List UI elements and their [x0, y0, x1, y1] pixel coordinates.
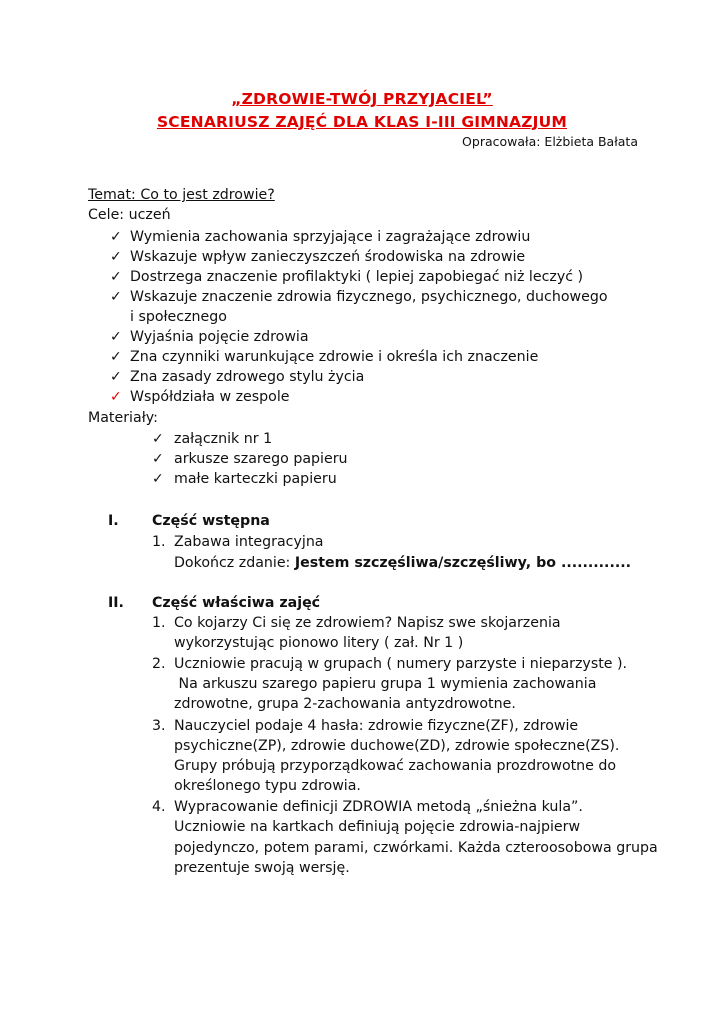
- material-item: małe karteczki papieru: [174, 471, 337, 487]
- check-icon-red: ✓: [110, 389, 122, 405]
- check-icon: ✓: [152, 471, 164, 487]
- section-numeral: II.: [108, 595, 124, 611]
- check-icon: ✓: [110, 289, 122, 305]
- item-line: prezentuje swoją wersję.: [174, 860, 350, 876]
- goal-item: Zna czynniki warunkujące zdrowie i określa ich znaczenie: [130, 349, 539, 365]
- author-line: Opracowała: Elżbieta Bałata: [462, 134, 638, 149]
- item-line: zdrowotne, grupa 2-zachowania antyzdrowotne.: [174, 696, 516, 712]
- section-numeral: I.: [108, 513, 119, 529]
- item-line: Nauczyciel podaje 4 hasła: zdrowie fizyczne(ZF), zdrowie: [174, 718, 579, 734]
- item-line: Grupy próbują przyporządkować zachowania prozdrowotne do: [174, 758, 617, 774]
- item-number: 4.: [152, 799, 166, 815]
- item-number: 2.: [152, 656, 166, 672]
- item-line: Co kojarzy Ci się ze zdrowiem? Napisz swe skojarzenia: [174, 615, 561, 631]
- complete-sentence: [174, 553, 631, 573]
- item-number: 1.: [152, 534, 166, 550]
- section-heading: Część wstępna: [152, 513, 270, 529]
- material-item: arkusze szarego papieru: [174, 451, 348, 467]
- check-icon: ✓: [110, 349, 122, 365]
- complete-bold-phrase: Jestem szczęśliwa/szczęśliwy, bo: [294, 555, 561, 571]
- complete-label: Dokończ zdanie:: [174, 555, 295, 571]
- item-line: wykorzystując pionowo litery ( zał. Nr 1 ): [174, 635, 464, 651]
- goal-item-continuation: i społecznego: [130, 309, 227, 325]
- goal-item: Współdziała w zespole: [130, 389, 290, 405]
- item-line: określonego typu zdrowia.: [174, 778, 361, 794]
- check-icon: ✓: [110, 269, 122, 285]
- goal-item: Wskazuje wpływ zanieczyszczeń środowiska na zdrowie: [130, 249, 526, 265]
- goal-item: Wymienia zachowania sprzyjające i zagrażające zdrowiu: [130, 229, 531, 245]
- item-number: 1.: [152, 615, 166, 631]
- goal-item: Dostrzega znaczenie profilaktyki ( lepiej zapobiegać niż leczyć ): [130, 269, 584, 285]
- check-icon: ✓: [152, 451, 164, 467]
- document-subtitle: SCENARIUSZ ZAJĘĆ DLA KLAS I-III GIMNAZJUM: [156, 113, 568, 131]
- document-title: „ZDROWIE-TWÓJ PRZYJACIEL”: [231, 90, 493, 108]
- item-line: psychiczne(ZP), zdrowie duchowe(ZD), zdrowie społeczne(ZS).: [174, 738, 620, 754]
- section-heading: Część właściwa zajęć: [152, 595, 321, 611]
- complete-dots: .............: [560, 555, 632, 571]
- item-number: 3.: [152, 718, 166, 734]
- topic-line: Temat: Co to jest zdrowie?: [88, 187, 275, 203]
- goals-label: Cele: uczeń: [88, 207, 171, 223]
- goal-item: Zna zasady zdrowego stylu życia: [130, 369, 365, 385]
- item-line: Na arkuszu szarego papieru grupa 1 wymienia zachowania: [174, 676, 597, 692]
- goal-item: Wyjaśnia pojęcie zdrowia: [130, 329, 309, 345]
- material-item: załącznik nr 1: [174, 431, 273, 447]
- item-line: Uczniowie na kartkach definiują pojęcie zdrowia-najpierw: [174, 819, 581, 835]
- item-line: pojedynczo, potem parami, czwórkami. Każda czteroosobowa grupa: [174, 840, 658, 856]
- check-icon: ✓: [110, 369, 122, 385]
- check-icon: ✓: [110, 229, 122, 245]
- check-icon: ✓: [152, 431, 164, 447]
- materials-label: Materiały:: [88, 410, 158, 426]
- item-line: Wypracowanie definicji ZDROWIA metodą „śnieżna kula”.: [174, 799, 583, 815]
- item-line: Uczniowie pracują w grupach ( numery parzyste i nieparzyste ).: [174, 656, 628, 672]
- check-icon: ✓: [110, 329, 122, 345]
- item-text: Zabawa integracyjna: [174, 534, 324, 550]
- goal-item: Wskazuje znaczenie zdrowia fizycznego, psychicznego, duchowego: [130, 289, 608, 305]
- check-icon: ✓: [110, 249, 122, 265]
